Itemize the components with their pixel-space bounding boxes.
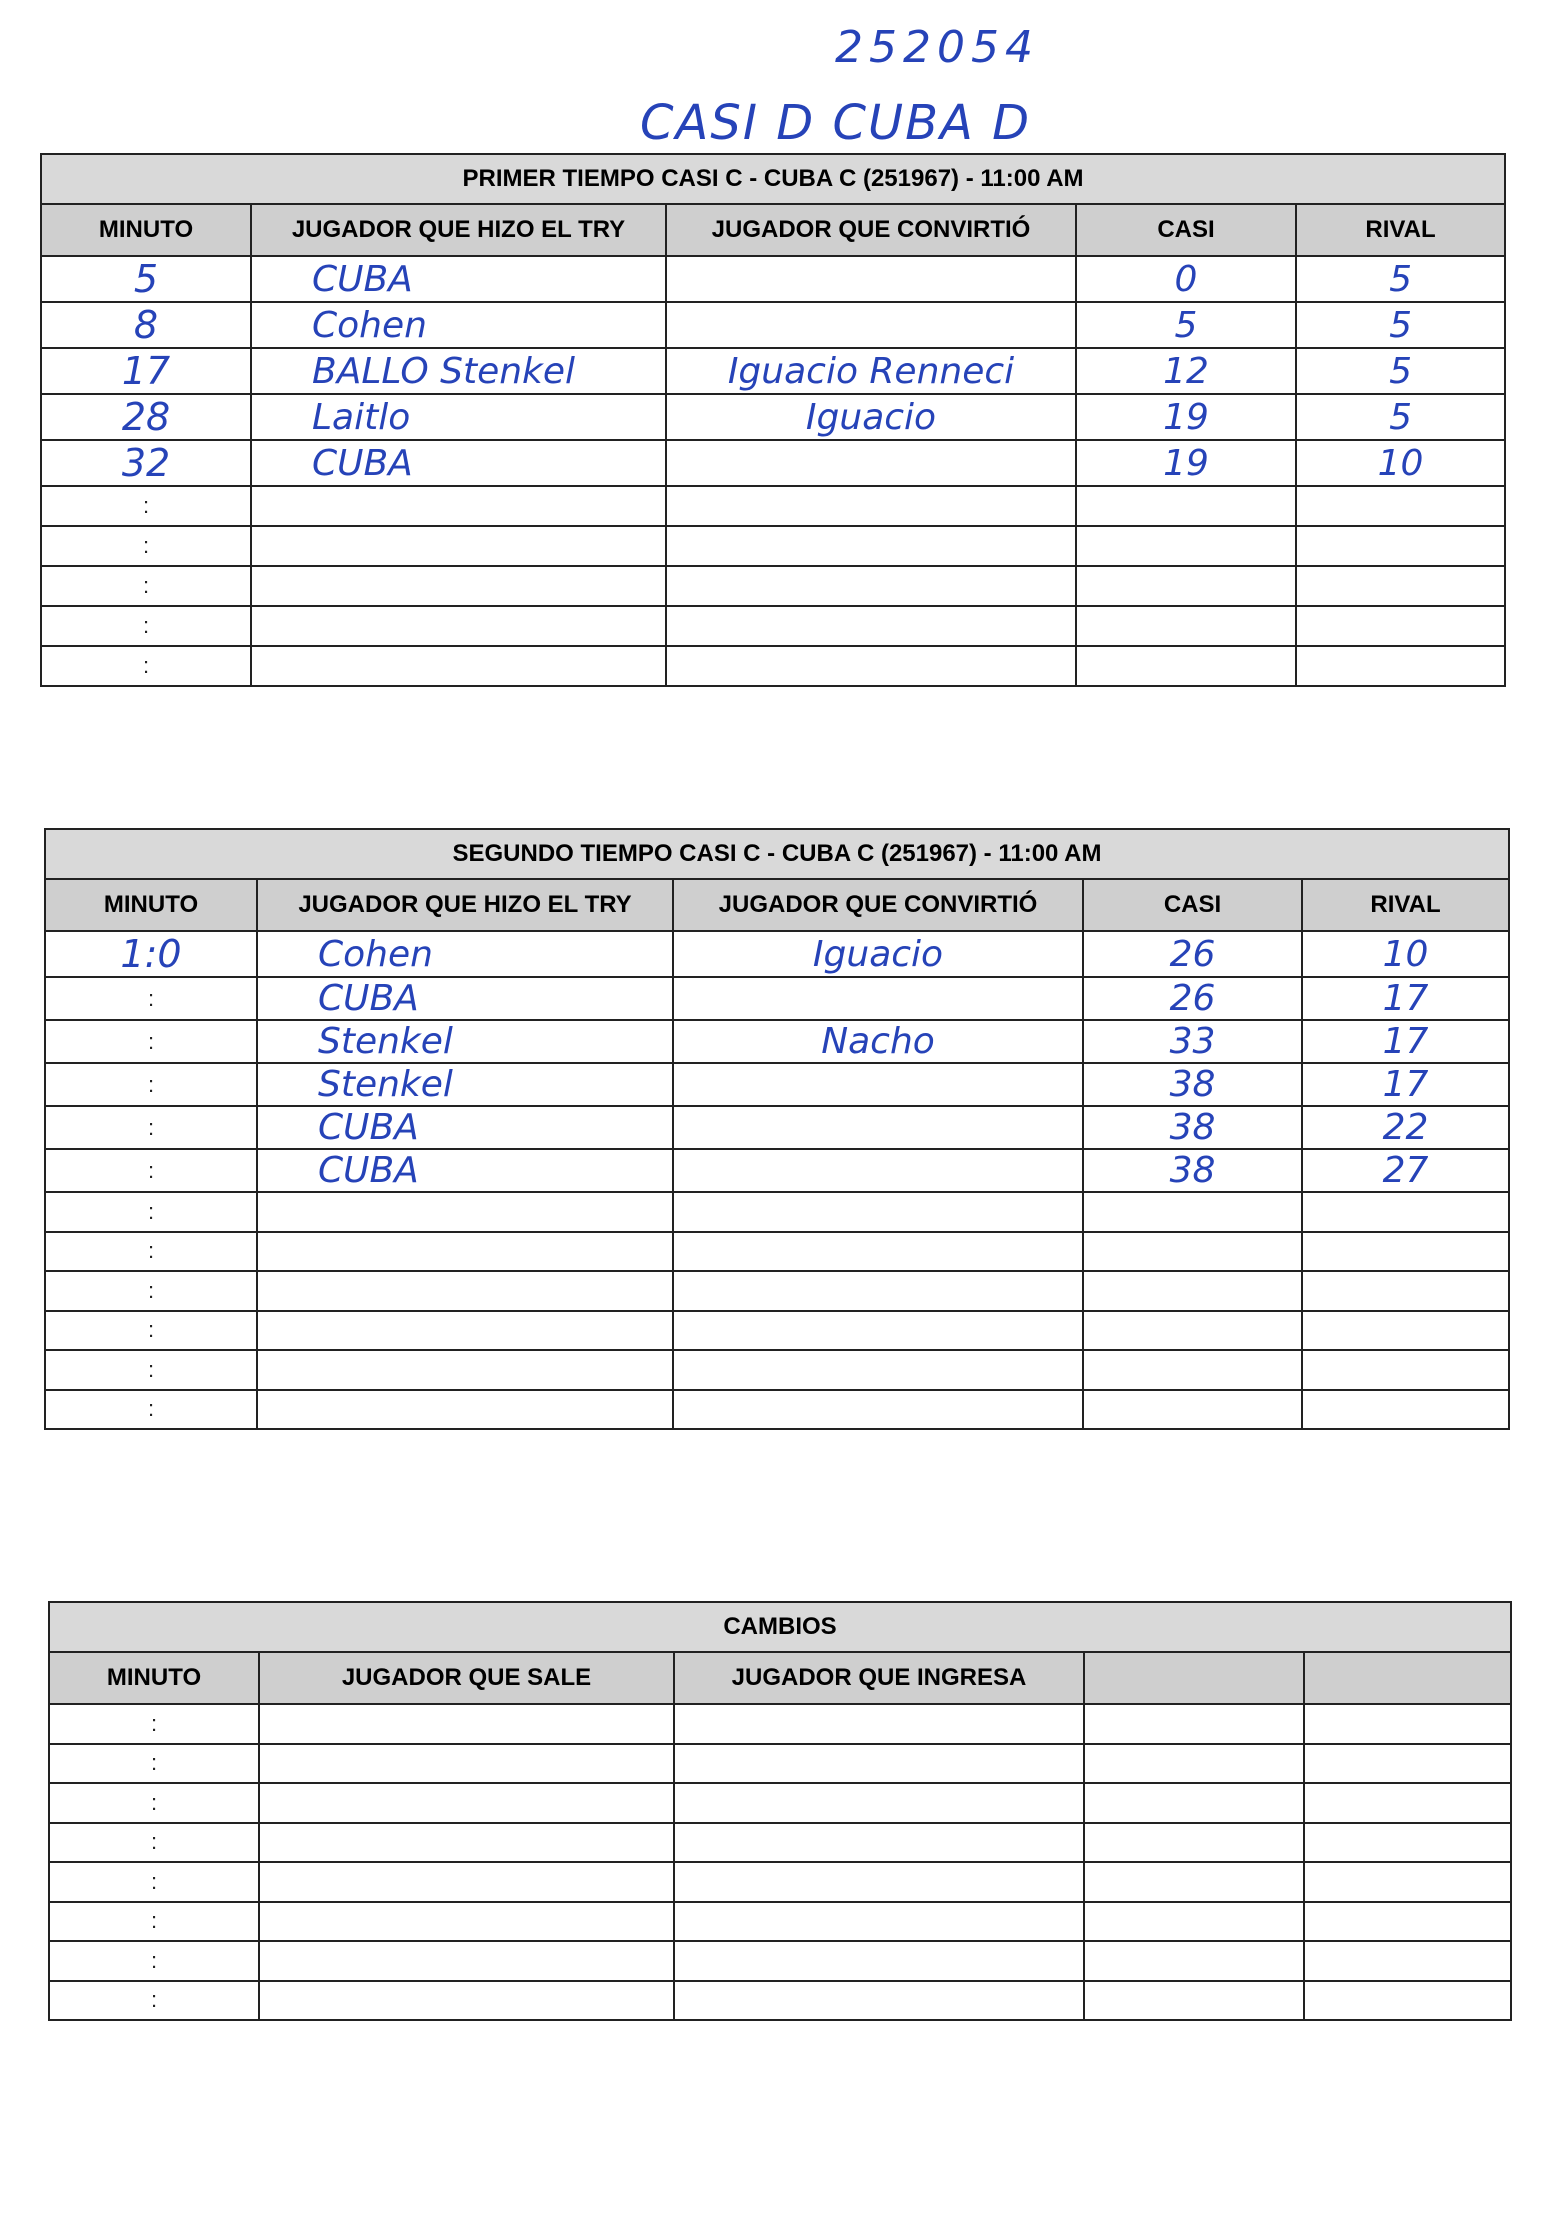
table-row <box>41 606 1505 646</box>
player-in-cell[interactable] <box>674 1941 1084 1981</box>
minute-cell[interactable] <box>41 486 251 526</box>
casi-score-cell[interactable] <box>1076 486 1296 526</box>
minute-cell[interactable] <box>49 1744 259 1784</box>
converter-cell[interactable]: Iguacio <box>666 394 1076 440</box>
second-half-title: SEGUNDO TIEMPO CASI C - CUBA C (251967) - 11:00 AM <box>45 829 1509 879</box>
player-in-cell[interactable] <box>674 1862 1084 1902</box>
try-scorer-cell[interactable]: CUBA <box>257 1149 673 1192</box>
minute-placeholder: : <box>147 1028 155 1054</box>
table-row <box>41 486 1505 526</box>
col-minuto: MINUTO <box>49 1652 259 1704</box>
casi-score-cell[interactable]: 26 <box>1083 977 1302 1020</box>
minute-cell[interactable] <box>49 1783 259 1823</box>
substitutions-table <box>48 1601 1512 2021</box>
minute-cell[interactable] <box>45 1271 257 1311</box>
rival-score-cell[interactable]: 5 <box>1296 256 1505 302</box>
minute-cell[interactable] <box>45 1149 257 1192</box>
converter-cell[interactable] <box>666 440 1076 486</box>
minute-placeholder: : <box>150 1868 158 1894</box>
col-minuto: MINUTO <box>45 879 257 931</box>
minute-placeholder: : <box>150 1750 158 1776</box>
table-row <box>45 1020 1509 1063</box>
extra-cell[interactable] <box>1304 1902 1511 1942</box>
table-row <box>41 646 1505 686</box>
converter-cell[interactable]: Nacho <box>673 1020 1083 1063</box>
converter-cell[interactable] <box>666 486 1076 526</box>
player-in-cell[interactable] <box>674 1823 1084 1863</box>
minute-cell[interactable] <box>41 566 251 606</box>
minute-placeholder: : <box>150 1710 158 1736</box>
extra-cell[interactable] <box>1084 1981 1304 2021</box>
try-scorer-cell[interactable] <box>251 486 666 526</box>
table-row <box>49 1823 1511 1863</box>
minute-cell[interactable] <box>49 1704 259 1744</box>
minute-cell[interactable] <box>41 646 251 686</box>
rival-score-cell[interactable] <box>1302 1311 1509 1351</box>
try-scorer-cell[interactable] <box>257 1192 673 1232</box>
converter-cell[interactable]: Iguacio Renneci <box>666 348 1076 394</box>
first-half-table <box>40 153 1506 687</box>
player-out-cell[interactable] <box>259 1941 674 1981</box>
try-scorer-cell[interactable]: CUBA <box>257 977 673 1020</box>
minute-cell[interactable] <box>41 394 251 440</box>
table-row <box>49 1902 1511 1942</box>
minute-placeholder: : <box>147 1114 155 1140</box>
table-row <box>41 440 1505 486</box>
rival-score-cell[interactable]: 17 <box>1302 977 1509 1020</box>
minute-placeholder: : <box>142 573 150 598</box>
converter-cell[interactable] <box>666 256 1076 302</box>
table-row <box>49 1704 1511 1744</box>
minute-placeholder: : <box>142 533 150 558</box>
extra-cell[interactable] <box>1084 1783 1304 1823</box>
minute-cell[interactable] <box>49 1823 259 1863</box>
minute-placeholder: : <box>150 1829 158 1855</box>
minute-placeholder: : <box>147 1198 155 1224</box>
minute-placeholder: : <box>147 1238 155 1264</box>
try-scorer-cell[interactable] <box>251 606 666 646</box>
table-row <box>49 1783 1511 1823</box>
minute-cell[interactable] <box>45 1063 257 1106</box>
minute-placeholder: : <box>147 1317 155 1343</box>
try-scorer-cell[interactable]: CUBA <box>257 1106 673 1149</box>
handwritten-minute: 8 <box>133 303 159 347</box>
minute-cell[interactable] <box>45 1192 257 1232</box>
rival-score-cell[interactable]: 17 <box>1302 1020 1509 1063</box>
minute-placeholder: : <box>150 1947 158 1973</box>
try-scorer-cell[interactable] <box>251 566 666 606</box>
table-row <box>41 256 1505 302</box>
table-row <box>45 1271 1509 1311</box>
table-row <box>45 1390 1509 1430</box>
col-try-scorer: JUGADOR QUE HIZO EL TRY <box>257 879 673 931</box>
minute-placeholder: : <box>147 1277 155 1303</box>
minute-cell[interactable] <box>41 348 251 394</box>
extra-cell[interactable] <box>1304 1823 1511 1863</box>
col-converter: JUGADOR QUE CONVIRTIÓ <box>673 879 1083 931</box>
minute-cell[interactable] <box>45 1232 257 1272</box>
minute-cell[interactable] <box>41 606 251 646</box>
rival-score-cell[interactable]: 5 <box>1296 348 1505 394</box>
casi-score-cell[interactable] <box>1083 1311 1302 1351</box>
minute-cell[interactable] <box>45 977 257 1020</box>
table-row <box>45 1311 1509 1351</box>
minute-placeholder: : <box>147 1396 155 1422</box>
table-row <box>41 394 1505 440</box>
minute-cell[interactable] <box>41 256 251 302</box>
try-scorer-cell[interactable]: CUBA <box>251 256 666 302</box>
try-scorer-cell[interactable] <box>251 646 666 686</box>
extra-cell[interactable] <box>1304 1981 1511 2021</box>
minute-cell[interactable] <box>49 1981 259 2021</box>
handwritten-match-name: CASI D CUBA D <box>640 95 1032 151</box>
converter-cell[interactable] <box>673 1192 1083 1232</box>
col-blank-4 <box>1084 1652 1304 1704</box>
first-half-title: PRIMER TIEMPO CASI C - CUBA C (251967) - 11:00 AM <box>41 154 1505 204</box>
substitutions-title: CAMBIOS <box>49 1602 1511 1652</box>
table-row <box>49 1981 1511 2021</box>
table-row <box>45 1063 1509 1106</box>
minute-placeholder: : <box>142 493 150 518</box>
casi-score-cell[interactable] <box>1083 1232 1302 1272</box>
col-rival: RIVAL <box>1296 204 1505 256</box>
player-out-cell[interactable] <box>259 1704 674 1744</box>
col-player-out: JUGADOR QUE SALE <box>259 1652 674 1704</box>
extra-cell[interactable] <box>1084 1902 1304 1942</box>
col-casi: CASI <box>1076 204 1296 256</box>
minute-cell[interactable] <box>49 1902 259 1942</box>
rival-score-cell[interactable] <box>1296 646 1505 686</box>
handwritten-minute: 17 <box>121 349 171 393</box>
converter-cell[interactable] <box>666 566 1076 606</box>
rival-score-cell[interactable]: 27 <box>1302 1149 1509 1192</box>
player-out-cell[interactable] <box>259 1981 674 2021</box>
casi-score-cell[interactable] <box>1076 526 1296 566</box>
rival-score-cell[interactable] <box>1296 566 1505 606</box>
minute-placeholder: : <box>142 613 150 638</box>
handwritten-minute: 32 <box>121 441 171 485</box>
casi-score-cell[interactable] <box>1083 1390 1302 1430</box>
second-half-table <box>44 828 1510 1430</box>
table-row <box>45 1350 1509 1390</box>
converter-cell[interactable] <box>673 1350 1083 1390</box>
extra-cell[interactable] <box>1084 1941 1304 1981</box>
rival-score-cell[interactable] <box>1302 1390 1509 1430</box>
casi-score-cell[interactable]: 0 <box>1076 256 1296 302</box>
converter-cell[interactable] <box>673 1063 1083 1106</box>
converter-cell[interactable] <box>673 1232 1083 1272</box>
minute-placeholder: : <box>147 1356 155 1382</box>
minute-cell[interactable] <box>45 1020 257 1063</box>
player-out-cell[interactable] <box>259 1862 674 1902</box>
minute-cell[interactable] <box>41 440 251 486</box>
rival-score-cell[interactable]: 5 <box>1296 394 1505 440</box>
table-row <box>41 348 1505 394</box>
rival-score-cell[interactable]: 10 <box>1302 931 1509 977</box>
handwritten-minute: 28 <box>121 395 171 439</box>
casi-score-cell[interactable]: 19 <box>1076 394 1296 440</box>
casi-score-cell[interactable]: 12 <box>1076 348 1296 394</box>
player-in-cell[interactable] <box>674 1783 1084 1823</box>
converter-cell[interactable] <box>673 1390 1083 1430</box>
rival-score-cell[interactable] <box>1302 1192 1509 1232</box>
extra-cell[interactable] <box>1304 1862 1511 1902</box>
casi-score-cell[interactable]: 38 <box>1083 1106 1302 1149</box>
rival-score-cell[interactable] <box>1302 1350 1509 1390</box>
extra-cell[interactable] <box>1304 1941 1511 1981</box>
handwritten-minute: 1:0 <box>120 932 182 976</box>
try-scorer-cell[interactable]: Stenkel <box>257 1063 673 1106</box>
casi-score-cell[interactable] <box>1083 1192 1302 1232</box>
table-row <box>45 1149 1509 1192</box>
minute-placeholder: : <box>142 653 150 678</box>
casi-score-cell[interactable]: 5 <box>1076 302 1296 348</box>
converter-cell[interactable] <box>666 302 1076 348</box>
table-row <box>45 1232 1509 1272</box>
try-scorer-cell[interactable] <box>257 1271 673 1311</box>
try-scorer-cell[interactable]: Stenkel <box>257 1020 673 1063</box>
converter-cell[interactable] <box>666 606 1076 646</box>
rival-score-cell[interactable] <box>1296 526 1505 566</box>
converter-cell[interactable] <box>673 977 1083 1020</box>
converter-cell[interactable] <box>673 1271 1083 1311</box>
table-row <box>41 566 1505 606</box>
try-scorer-cell[interactable] <box>251 526 666 566</box>
minute-cell[interactable] <box>45 1350 257 1390</box>
col-casi: CASI <box>1083 879 1302 931</box>
player-out-cell[interactable] <box>259 1823 674 1863</box>
casi-score-cell[interactable]: 38 <box>1083 1149 1302 1192</box>
casi-score-cell[interactable] <box>1083 1350 1302 1390</box>
minute-placeholder: : <box>147 1071 155 1097</box>
try-scorer-cell[interactable]: BALLO Stenkel <box>251 348 666 394</box>
minute-placeholder: : <box>147 1157 155 1183</box>
table-row <box>41 526 1505 566</box>
try-scorer-cell[interactable] <box>257 1390 673 1430</box>
col-player-in: JUGADOR QUE INGRESA <box>674 1652 1084 1704</box>
casi-score-cell[interactable] <box>1076 566 1296 606</box>
minute-placeholder: : <box>147 985 155 1011</box>
extra-cell[interactable] <box>1304 1744 1511 1784</box>
minute-placeholder: : <box>150 1987 158 2013</box>
try-scorer-cell[interactable]: Laitlo <box>251 394 666 440</box>
converter-cell[interactable] <box>666 526 1076 566</box>
converter-cell[interactable] <box>673 1106 1083 1149</box>
table-row <box>41 302 1505 348</box>
extra-cell[interactable] <box>1084 1744 1304 1784</box>
minute-cell[interactable] <box>49 1941 259 1981</box>
table-row <box>49 1744 1511 1784</box>
table-row <box>45 1192 1509 1232</box>
handwritten-match-id: 252054 <box>835 22 1039 73</box>
casi-score-cell[interactable]: 19 <box>1076 440 1296 486</box>
rival-score-cell[interactable] <box>1302 1232 1509 1272</box>
table-row <box>45 1106 1509 1149</box>
player-out-cell[interactable] <box>259 1783 674 1823</box>
try-scorer-cell[interactable]: Cohen <box>257 931 673 977</box>
minute-cell[interactable] <box>41 302 251 348</box>
converter-cell[interactable] <box>673 1149 1083 1192</box>
extra-cell[interactable] <box>1304 1783 1511 1823</box>
rival-score-cell[interactable]: 5 <box>1296 302 1505 348</box>
converter-cell[interactable] <box>673 1311 1083 1351</box>
rival-score-cell[interactable] <box>1302 1271 1509 1311</box>
casi-score-cell[interactable] <box>1076 646 1296 686</box>
casi-score-cell[interactable]: 26 <box>1083 931 1302 977</box>
extra-cell[interactable] <box>1304 1704 1511 1744</box>
col-rival: RIVAL <box>1302 879 1509 931</box>
extra-cell[interactable] <box>1084 1823 1304 1863</box>
casi-score-cell[interactable] <box>1076 606 1296 646</box>
table-row <box>45 931 1509 977</box>
minute-cell[interactable] <box>45 1390 257 1430</box>
rival-score-cell[interactable] <box>1296 486 1505 526</box>
converter-cell[interactable] <box>666 646 1076 686</box>
try-scorer-cell[interactable] <box>257 1350 673 1390</box>
try-scorer-cell[interactable]: CUBA <box>251 440 666 486</box>
rival-score-cell[interactable]: 22 <box>1302 1106 1509 1149</box>
minute-cell[interactable] <box>45 1106 257 1149</box>
extra-cell[interactable] <box>1084 1862 1304 1902</box>
try-scorer-cell[interactable] <box>257 1232 673 1272</box>
extra-cell[interactable] <box>1084 1704 1304 1744</box>
rival-score-cell[interactable] <box>1296 606 1505 646</box>
minute-cell[interactable] <box>49 1862 259 1902</box>
player-out-cell[interactable] <box>259 1902 674 1942</box>
handwritten-minute: 5 <box>133 257 159 301</box>
col-blank-5 <box>1304 1652 1511 1704</box>
player-in-cell[interactable] <box>674 1902 1084 1942</box>
col-minuto: MINUTO <box>41 204 251 256</box>
rival-score-cell[interactable]: 10 <box>1296 440 1505 486</box>
casi-score-cell[interactable]: 38 <box>1083 1063 1302 1106</box>
table-row <box>49 1941 1511 1981</box>
rival-score-cell[interactable]: 17 <box>1302 1063 1509 1106</box>
converter-cell[interactable]: Iguacio <box>673 931 1083 977</box>
minute-cell[interactable] <box>45 931 257 977</box>
casi-score-cell[interactable]: 33 <box>1083 1020 1302 1063</box>
table-row <box>49 1862 1511 1902</box>
player-in-cell[interactable] <box>674 1744 1084 1784</box>
try-scorer-cell[interactable] <box>257 1311 673 1351</box>
minute-placeholder: : <box>150 1789 158 1815</box>
col-converter: JUGADOR QUE CONVIRTIÓ <box>666 204 1076 256</box>
col-try-scorer: JUGADOR QUE HIZO EL TRY <box>251 204 666 256</box>
minute-cell[interactable] <box>45 1311 257 1351</box>
minute-cell[interactable] <box>41 526 251 566</box>
player-in-cell[interactable] <box>674 1704 1084 1744</box>
player-out-cell[interactable] <box>259 1744 674 1784</box>
minute-placeholder: : <box>150 1908 158 1934</box>
try-scorer-cell[interactable]: Cohen <box>251 302 666 348</box>
casi-score-cell[interactable] <box>1083 1271 1302 1311</box>
table-row <box>45 977 1509 1020</box>
player-in-cell[interactable] <box>674 1981 1084 2021</box>
